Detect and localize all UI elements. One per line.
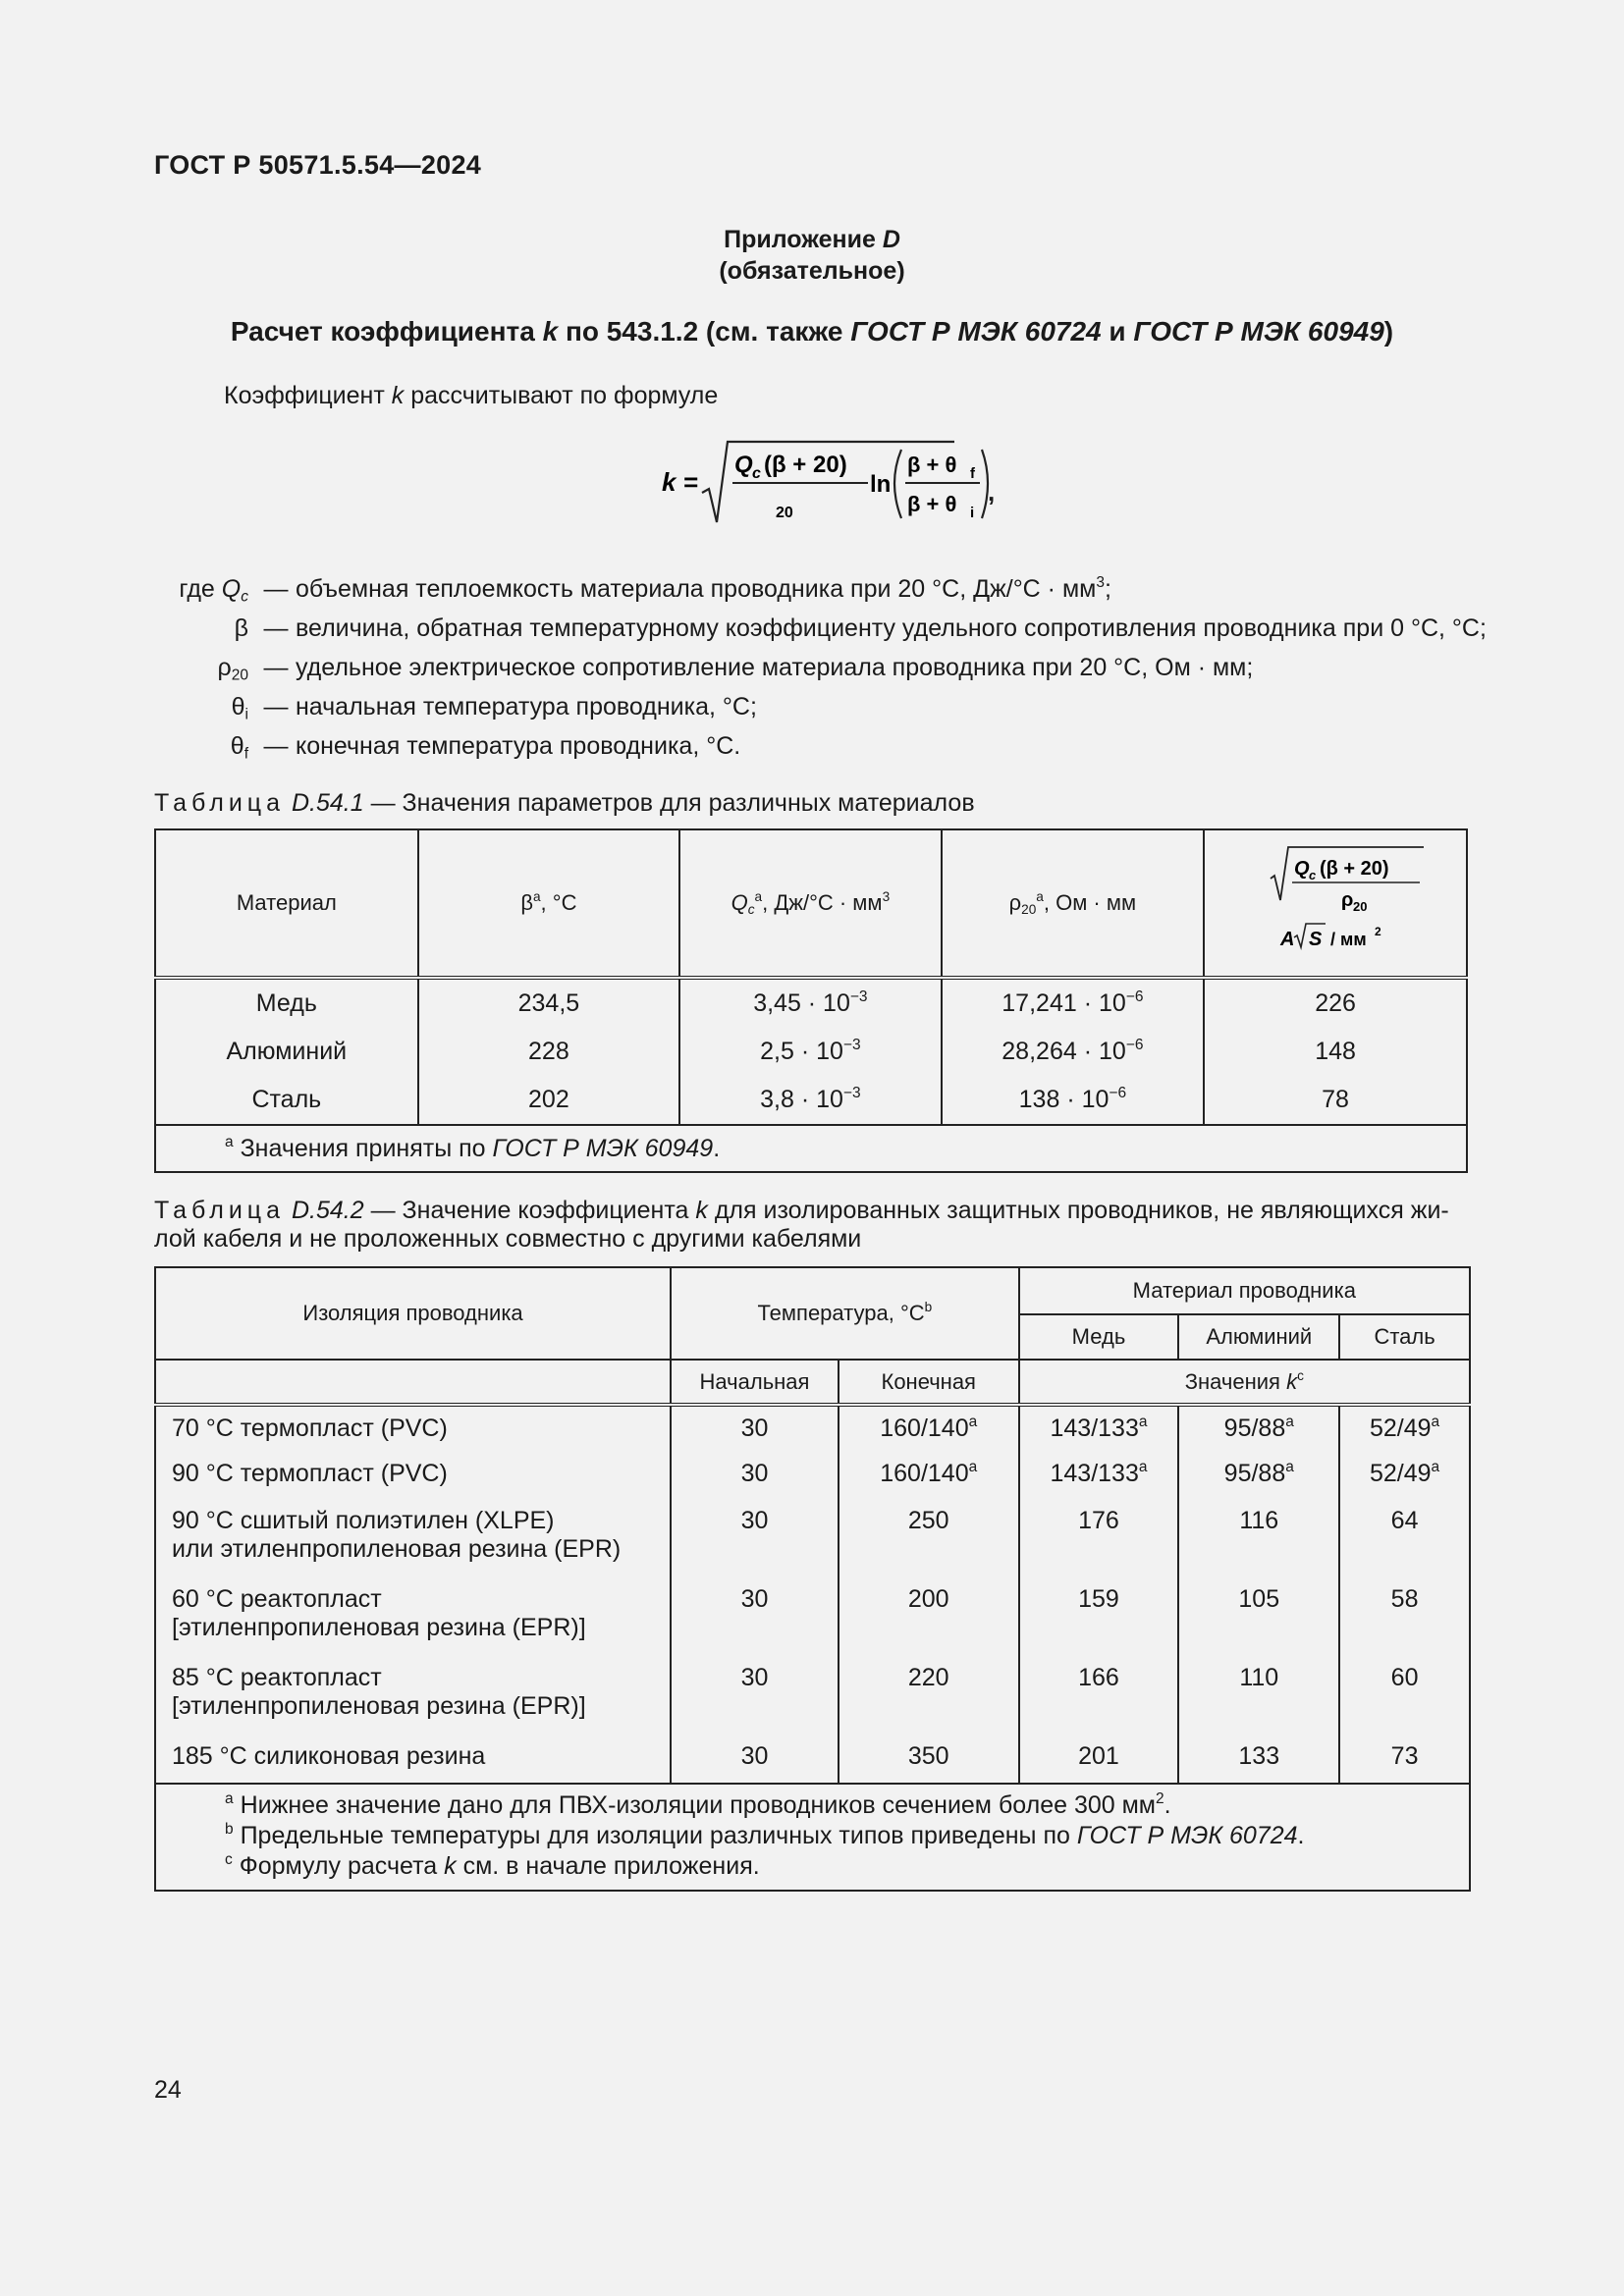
formula-ln: ln [870,471,892,498]
table1-row [155,1076,1467,1125]
t2-st-sup: a [1431,1413,1440,1430]
t2-initial: 30 [671,1499,839,1577]
footnote-text: Значения приняты по [240,1134,486,1162]
table1-footnote [155,1125,1467,1172]
t2-insulation [155,1499,671,1577]
footnote-mark: a [225,1133,234,1150]
legend-end: ; [1104,575,1111,603]
document-code: ГОСТ Р 50571.5.54—2024 [154,150,482,180]
cell-qc-exp: −3 [842,1036,861,1053]
t2-final-value: 160/140 [880,1415,969,1442]
th-rho-unit: , Ом · мм [1043,890,1137,915]
table2-row [155,1405,1470,1452]
t2-final: 250 [839,1499,1019,1577]
formula-den: β + θ [907,492,957,516]
t2-insulation: 185 °С силиконовая резина [155,1735,671,1784]
legend-text-body: объемная теплоемкость материала проводника при 20 °С, Дж/°С · мм [296,575,1097,603]
table1-header-k-formula [1204,829,1467,978]
legend-sub-i: i [244,706,248,723]
cell-rho: 28,264 · 10 [1001,1038,1126,1065]
table1-caption-id: D.54.1 [291,789,364,817]
t2-al: 105 [1178,1577,1339,1656]
t2-final-sup: a [968,1413,978,1430]
t2-st-value: 52/49 [1369,1415,1432,1442]
table1-cell-beta: 202 [418,1076,680,1125]
cell-qc-exp: −3 [842,1084,861,1101]
table2-header-initial: Начальная [671,1360,839,1405]
table2-row [155,1577,1470,1656]
t1-num-sub: c [1309,868,1317,882]
table1-footnote-row [155,1125,1467,1172]
t2-initial: 30 [671,1577,839,1656]
intro-part2: рассчитывают по формуле [410,382,719,409]
table2-caption-word: Таблица [154,1197,286,1224]
th-k-values-sup: c [1297,1367,1304,1383]
table1-header-rho [942,829,1205,978]
formula-lhs: k = [662,467,698,497]
table1-cell-beta: 228 [418,1028,680,1076]
table2-caption-k: k [695,1197,708,1224]
table2-header-row [155,1267,1470,1314]
cell-rho-exp: −6 [1125,1036,1144,1053]
formula-rho-sub: 20 [776,505,793,521]
t1-bottom-s: S [1309,929,1323,950]
table2-header-aluminium: Алюминий [1178,1314,1339,1360]
table1-caption-word: Таблица [154,789,286,817]
table2-header-temperature [671,1267,1019,1360]
th-qc: Q [731,890,748,915]
legend-item [154,614,1529,654]
legend-dash: — [263,693,289,721]
t2-insulation-line1: 60 °С реактопласт [172,1585,382,1613]
heading-k: k [542,316,559,347]
t2-final: 350 [839,1735,1019,1784]
legend-sym-theta: θ [231,693,245,721]
t2-al [1178,1405,1339,1452]
table2-header-final: Конечная [839,1360,1019,1405]
th-k-values-k: k [1286,1368,1298,1394]
table2-header-steel: Сталь [1339,1314,1470,1360]
t2-insulation-line2: [этиленпропиленовая резина (EPR)] [172,1692,586,1720]
legend-sym-theta: θ [230,732,244,760]
t2-final [839,1452,1019,1499]
fn-c-text2: см. в начале приложения. [462,1852,760,1880]
footnote-ref: ГОСТ Р МЭК 60949 [492,1134,714,1162]
table1-caption-text: — Значения параметров для различных материалов [370,789,975,817]
fn-b-end: . [1297,1822,1305,1849]
formula-left-paren [894,450,901,518]
th-rho-sup: a [1036,889,1044,905]
table2-footnotes [155,1784,1470,1891]
table1-caption [154,789,975,818]
t2-cu [1019,1452,1179,1499]
th-beta-unit: , °С [540,890,577,915]
t2-cu-value: 143/133 [1050,1415,1139,1442]
table1-cell-rho [942,1028,1205,1076]
heading-part2: по 543.1.2 (см. также [565,316,843,347]
t2-initial: 30 [671,1452,839,1499]
intro-paragraph [224,382,718,410]
t2-final [839,1405,1019,1452]
th-temperature-sup: b [924,1300,933,1315]
th-k-values: Значения [1184,1368,1280,1394]
legend-text: конечная температура проводника, °С. [296,732,741,760]
formula-den-sub: i [970,505,975,521]
table1-row [155,1028,1467,1076]
table2-caption-part2: для изолированных защитных проводников, не являющихся жи- [714,1197,1449,1224]
t1-den-sub: 20 [1353,899,1368,914]
fn-a-text: Нижнее значение дано для ПВХ-изоляции проводников сечением более 300 мм [240,1791,1156,1819]
cell-qc: 3,8 · 10 [760,1086,843,1113]
table1-cell-material: Алюминий [155,1028,418,1076]
table2-caption [154,1197,1471,1254]
t2-cu: 166 [1019,1656,1179,1735]
fn-a-end: . [1164,1791,1171,1819]
table1-cell-k: 148 [1204,1028,1467,1076]
t2-al-sup: a [1285,1458,1294,1475]
formula-qc-sub: c [752,465,761,482]
table2-caption-part1: — Значение коэффициента [370,1197,689,1224]
table1 [154,828,1468,1173]
table2-footnote-a [225,1790,1469,1821]
legend-symbol: β [234,614,248,642]
table2-footnotes-row [155,1784,1470,1891]
table1-k-formula [1237,839,1434,967]
heading-and: и [1109,316,1126,347]
t2-st-value: 52/49 [1369,1460,1432,1487]
legend-dash: — [263,732,289,760]
table2-header-material: Материал проводника [1019,1267,1470,1314]
legend-symbol [154,693,256,721]
t2-final: 200 [839,1577,1019,1656]
th-rho: ρ [1008,890,1022,915]
t1-num-q: Q [1294,858,1310,880]
table1-cell-k: 226 [1204,978,1467,1028]
th-qc-unit: , Дж/°С · мм [762,890,883,915]
t2-cu [1019,1405,1179,1452]
t2-insulation-line2: или этиленпропиленовая резина (EPR) [172,1535,622,1563]
t2-cu-sup: a [1138,1413,1148,1430]
legend-item [154,693,1529,732]
table1-header-material: Материал [155,829,418,978]
legend-sup: 3 [1096,573,1105,591]
cell-rho-exp: −6 [1109,1084,1127,1101]
th-qc-sup: a [754,889,763,905]
intro-part1: Коэффициент [224,382,385,409]
page-number: 24 [154,2076,182,2104]
annex-type: (обязательное) [719,257,905,285]
fn-b-ref: ГОСТ Р МЭК 60724 [1076,1822,1298,1849]
table2-header-insulation: Изоляция проводника [155,1267,671,1360]
table2-footnote-c [225,1851,1469,1882]
t1-bottom-sup: 2 [1375,925,1381,938]
legend-sub-c: c [241,588,248,606]
intro-k: k [391,382,405,409]
t2-insulation-line1: 85 °С реактопласт [172,1664,382,1691]
table1-cell-material: Медь [155,978,418,1028]
t1-bottom-unit: / мм [1330,930,1367,949]
legend-text [296,575,1529,604]
table1-cell-beta: 234,5 [418,978,680,1028]
legend-text: начальная температура проводника, °С; [296,693,757,721]
cell-qc: 2,5 · 10 [760,1038,843,1065]
fn-b-mark: b [225,1820,234,1838]
cell-rho: 17,241 · 10 [1001,989,1126,1017]
table1-header-qc [679,829,941,978]
t1-den-rho: ρ [1341,889,1354,911]
heading-part1: Расчет коэффициента [230,316,535,347]
t2-st: 60 [1339,1656,1470,1735]
table2-caption-line1 [154,1197,1471,1225]
t2-insulation [155,1656,671,1735]
t2-final-value: 160/140 [880,1460,969,1487]
th-beta-sup: a [532,889,541,905]
th-qc-sub: c [747,902,755,918]
t2-cu: 159 [1019,1577,1179,1656]
th-qc-unit-sup: 3 [882,889,891,905]
t2-al [1178,1452,1339,1499]
legend-where: где [179,575,215,603]
t2-st-sup: a [1431,1458,1440,1475]
t2-st [1339,1405,1470,1452]
legend-text: удельное электрическое сопротивление материала проводника при 20 °С, Ом · мм; [296,654,1254,681]
legend-sub-20: 20 [231,667,248,684]
table2-row [155,1499,1470,1577]
cell-qc: 3,45 · 10 [753,989,850,1017]
t2-insulation: 70 °С термопласт (PVC) [155,1405,671,1452]
table2-row [155,1735,1470,1784]
table2-header-empty [155,1360,671,1405]
table1-header-row [155,829,1467,978]
cell-qc-exp: −3 [849,988,868,1005]
fn-a-mark: a [225,1789,234,1807]
formula-num: β + θ [907,453,957,477]
heading-ref1: ГОСТ Р МЭК 60724 [850,316,1102,347]
annex-letter: D [882,226,900,253]
legend-dash: — [263,614,289,642]
annex-heading [0,316,1624,347]
table2-footnote-b [225,1821,1469,1851]
t2-initial: 30 [671,1656,839,1735]
t2-st [1339,1452,1470,1499]
t2-initial: 30 [671,1405,839,1452]
k-formula [660,434,994,532]
t2-st: 73 [1339,1735,1470,1784]
t2-insulation-line1: 90 °С сшитый полиэтилен (XLPE) [172,1507,555,1534]
fn-a-sup: 2 [1156,1789,1164,1807]
legend-text: величина, обратная температурному коэффициенту удельного сопротивления проводника при 0 °С, °С; [296,614,1487,642]
t2-initial: 30 [671,1735,839,1784]
table1-cell-qc [679,1076,941,1125]
t2-al: 110 [1178,1656,1339,1735]
t2-cu-sup: a [1138,1458,1148,1475]
t2-insulation [155,1577,671,1656]
table1-header-beta [418,829,680,978]
legend-symbol [154,654,256,682]
t2-final: 220 [839,1656,1019,1735]
table2-caption-line2: лой кабеля и не проложенных совместно с другими кабелями [154,1225,862,1253]
t2-al-sup: a [1285,1413,1294,1430]
formula-beta20: (β + 20) [764,452,847,478]
fn-c-mark: c [225,1850,233,1868]
t1-num-paren: (β + 20) [1320,858,1389,880]
t2-al: 133 [1178,1735,1339,1784]
legend-item [154,732,1529,772]
table2-row [155,1656,1470,1735]
table2 [154,1266,1471,1892]
formula-comma: , [988,477,996,507]
table2-header-row [155,1360,1470,1405]
cell-rho-exp: −6 [1125,988,1144,1005]
fn-b-text: Предельные температуры для изоляции различных типов приведены по [240,1822,1070,1849]
t2-final-sup: a [968,1458,978,1475]
t2-al-value: 95/88 [1223,1415,1286,1442]
legend-dash: — [263,575,289,603]
t2-cu-value: 143/133 [1050,1460,1139,1487]
formula-qc: Q [734,452,753,478]
table2-row [155,1452,1470,1499]
fn-c-k: k [444,1852,457,1880]
formula-legend [154,575,1529,772]
legend-dash: — [263,654,289,681]
table1-cell-qc [679,978,941,1028]
legend-symbol [154,575,256,604]
table1-cell-material: Сталь [155,1076,418,1125]
table2-header-copper: Медь [1019,1314,1179,1360]
table1-cell-k: 78 [1204,1076,1467,1125]
table2-caption-id: D.54.2 [291,1197,364,1224]
annex-title [0,226,1624,254]
t2-cu: 201 [1019,1735,1179,1784]
footnote-end: . [713,1134,721,1162]
heading-ref2: ГОСТ Р МЭК 60949 [1133,316,1384,347]
legend-sym-rho: ρ [217,654,232,681]
legend-symbol [154,732,256,761]
legend-item [154,654,1529,693]
table1-cell-rho [942,1076,1205,1125]
t2-st: 58 [1339,1577,1470,1656]
th-beta: β [520,890,533,915]
legend-item [154,575,1529,614]
t1-bottom-a: A [1280,929,1295,950]
t2-st: 64 [1339,1499,1470,1577]
cell-rho: 138 · 10 [1018,1086,1110,1113]
table2-header-k-values [1019,1360,1470,1405]
t2-insulation-line2: [этиленпропиленовая резина (EPR)] [172,1614,586,1641]
fn-c-text1: Формулу расчета [239,1852,438,1880]
formula-num-sub: f [970,465,975,482]
table1-cell-qc [679,1028,941,1076]
t2-al-value: 95/88 [1223,1460,1286,1487]
heading-close: ) [1383,316,1394,347]
legend-sym-qc: Q [221,575,242,603]
th-temperature: Температура, °С [757,1301,925,1325]
table1-row [155,978,1467,1028]
annex-title-prefix: Приложение [724,226,876,253]
t2-cu: 176 [1019,1499,1179,1577]
t2-insulation: 90 °С термопласт (PVC) [155,1452,671,1499]
table1-cell-rho [942,978,1205,1028]
t2-al: 116 [1178,1499,1339,1577]
th-rho-sub: 20 [1021,902,1037,918]
legend-sub-f: f [244,745,248,763]
